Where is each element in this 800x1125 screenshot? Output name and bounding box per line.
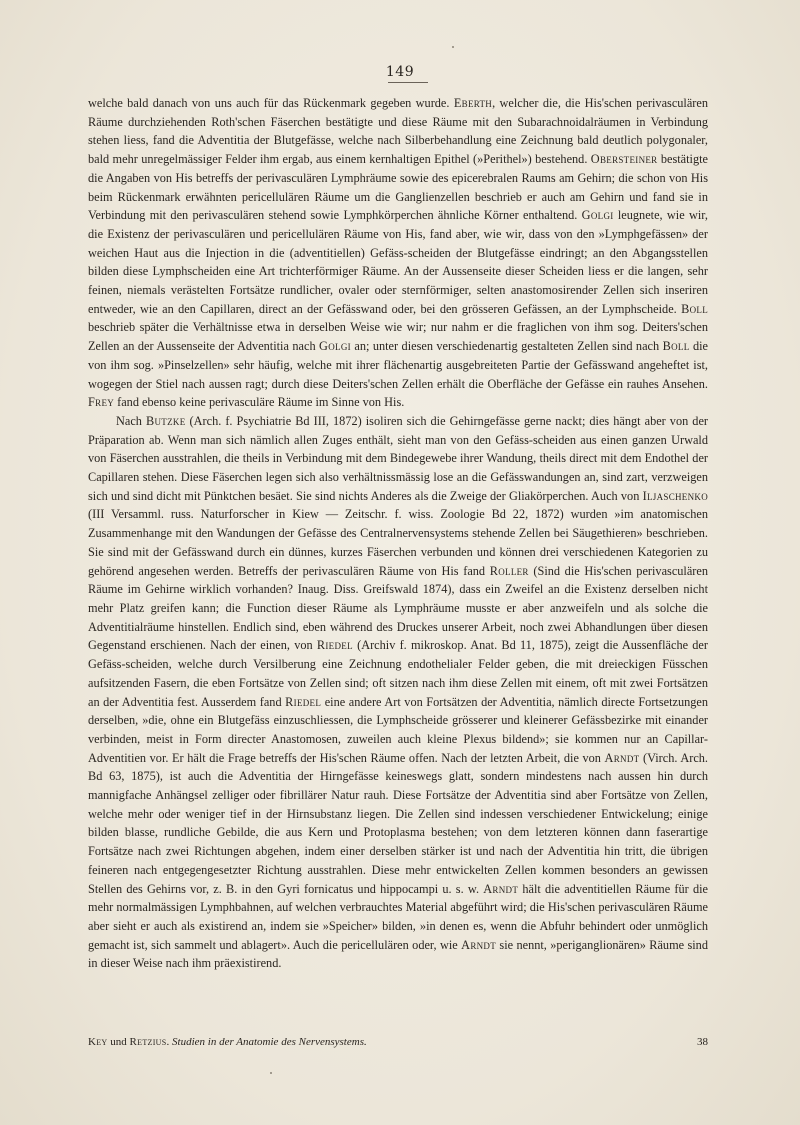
text-run: eine andere Art von Fortsätzen der Adventitia, nämlich directe Fortsetzungen derselben, »die, ohne ein Blutgefäss einzuschliessen, die Lymphscheide grösserer und kleinerer Gefässbezirke mit einander verbinden, meist in Form directer Anastomosen, zuweilen auch kleine Plexus bildend»; sie kommen nur an Capillar-Adventitien vor. Er hält die Frage betreffs der His'schen Räume offen. Nach der letzten Arbeit, die von [88, 694, 708, 765]
author-name: Arndt [461, 937, 497, 952]
page-footer [88, 1036, 708, 1048]
paragraph-1 [88, 94, 708, 412]
author-name: Arndt [604, 750, 640, 765]
paper-speck [452, 46, 454, 48]
text-run: fand ebenso keine perivasculäre Räume im Sinne von His. [114, 395, 405, 410]
text-run: (Virch. Arch. Bd 63, 1875), ist auch die Adventitia der Hirngefässe keineswegs glatt, sondern mindestens nach aussen hin durch mannigfache Anhängsel zelliger oder fibrillärer Natur rauh. Diese Fortsätze der Adventitia sind aber Fortsätze von Zellen, welche mehr oder weniger tief in der Hirnsubstanz liegen. Die Zellen sind indessen verschiedener Entwickelung; einige bilden blasse, rundliche Gebilde, die aus Kern und Protoplasma bestehen; von dem letzteren können dann faserartige Fortsätze nach zwei Richtungen abgehen, indem einer derselben stärker ist und nach der Adventitia hin tritt, die übrigen feineren nach entgegengesetzter Richtung ausstrahlen. Diese mehr entwickelten Zellen kommen besonders an gewissen Stellen des Gehirns vor, z. B. in den Gyri fornicatus und hippocampi u. s. w. [88, 750, 708, 896]
footer-sheet-number: 38 [697, 1036, 708, 1048]
body-text [88, 94, 708, 973]
text-run: (III Versamml. russ. Naturforscher in Kiew — Zeitschr. f. wiss. Zoologie Bd 22, 1872) wurden »im anatomischen Zusammenhange mit den Wandungen der Gefässe des Centralnervensystems stehende Zellen bei Säugethieren» beschrieben. Sie sind mit der Gefässwand durch ein dünnes, kurzes Fäserchen verbunden und können drei verschiedenen Kategorien zu gehörend angesehen werden. Betreffs der perivasculären Räume von His fand [88, 507, 708, 578]
author-name: Boll [681, 301, 708, 316]
author-name: Riedel [316, 638, 353, 653]
text-run: leugnete, wie wir, die Existenz der perivasculären und pericellulären Räume von His, fand aber, wie wir, dass von den »Lymphgefässen» der weichen Haut aus die Injection in die (adventitiellen) Gefäss-scheiden der Blutgefässe eindringt; an den Abgangsstellen bilden diese Lymphscheiden eine Art trichterförmiger Räume. An der Aussenseite dieser Scheiden liess er die langen, sehr feinen, niemals verästelten Fortsätze rundlicher, ovaler oder sternförmiger, selten anastomosirender Zellen sich inseriren entweder, wie an den Capillaren, direct an der Gefässwand oder, bei den grösseren Gefässen, an der Lymphscheide. [88, 208, 708, 316]
text-run: (Sind die His'schen perivasculären Räume im Gehirne wirklich vorhanden? Inaug. Diss. Greifswald 1874), dass ein Zweifel an die Existenz derselben nicht mehr Platz greifen kann; die Function dieser Räume als Lymphräume musste er aber anzweifeln und als solche die Adventitialräume hinstellen. Endlich sind, eben während des Druckes unserer Arbeit, noch zwei Abhandlungen über diesen Gegenstand erschienen. Nach der einen, von [88, 563, 708, 653]
author-name: Golgi [581, 208, 614, 223]
text-run: hält die adventitiellen Räume für die mehr normalmässigen Lymphbahnen, auf welchen verbrauchtes Material abgeführt wird; die His'schen perivasculären Räume aber sieht er auch als existirend an, indem sie »Speicher» bilden, »in denen es, wenn die Abfuhr behindert oder unmöglich gemacht ist, sich sammelt und ablagert». Auch die pericellulären oder, wie [88, 881, 708, 952]
text-run: (Arch. f. Psychiatrie Bd III, 1872) isoliren sich die Gehirngefässe gerne nackt; dies hängt aber von der Präparation ab. Wenn man sich nämlich allen Zuges enthält, sieht man von den Gefäss-scheiden aus einen ganzen Urwald von Fäserchen ausstrahlen, die theils in Verbindung mit dem Bindegewebe ihrer Wandung, theils direct mit dem Endothel der Capillaren stehen. Diese Fäserchen legen sich also verhältnissmässig lose an die Gefässwandungen an, sind zart, verzweigen sich und sind dicht mit Pünktchen besäet. Sie sind nichts Anderes als die Zweige der Gliakörperchen. Auch von [88, 413, 708, 503]
text-run: an; unter diesen verschiedenartig gestalteten Zellen sind nach [350, 339, 663, 354]
page-number: 149 [385, 64, 415, 80]
author-name: Eberth [453, 96, 493, 110]
footer-journal-title: Studien in der Anatomie des Nervensystems. [172, 1036, 367, 1048]
text-run: sie nennt, »periganglionären» Räume sind in dieser Weise nach ihm präexistirend. [88, 937, 708, 971]
text-run: (Archiv f. mikroskop. Anat. Bd 11, 1875), zeigt die Aussenfläche der Gefäss-scheiden, welche durch Versilberung eine Zeichnung endothelialer Felder geben, die mit dreieckigen Füsschen aufsitzenden Fasern, die eben Fortsätze von Zellen sind; oft sitzen nach ihm diese Zellen mit einem, oft mit zwei Fortsätzen an der Adventitia fest. Ausserdem fand [88, 638, 708, 709]
author-name: Arndt [483, 881, 519, 896]
page-number-rule [388, 82, 428, 83]
text-run: , welcher die, die His'schen perivasculären Räume durchziehenden Roth'schen Fäserchen bestätigte und diese Räume mit den Subarachnoidalräumen in Verbindung stehen liess, fand die Adventitia der Blutgefässe, welche nach Silberbehandlung eine Zeichnung bald deutlich polygonaler, bald mehr unregelmässiger Felder ihm ergab, aus einem kernhaltigen Epithel (»Perithel») bestehend. [88, 96, 708, 167]
author-name: Roller [489, 563, 529, 578]
text-run: die von ihm sog. »Pinselzellen» sehr häufig, welche mit ihrer flächenartig ausgebreiteten Partie der Gefässwand angeheftet ist, wogegen der Stiel nach aussen ragt; durch diese Deiters'schen Zellen erhält die Oberfläche der Gefässe ein rauhes Ansehen. [88, 339, 708, 391]
footer-connector: und [107, 1036, 130, 1048]
paper-speck [270, 1072, 272, 1074]
author-name: Iljaschenko [642, 488, 708, 503]
footer-separator: . [166, 1036, 173, 1048]
footer-author-retzius: Retzius [129, 1036, 167, 1048]
author-name: Frey [88, 395, 115, 410]
author-name: Riedel [285, 694, 322, 709]
author-name: Golgi [319, 339, 351, 354]
footer-author-key: Key [88, 1036, 108, 1048]
text-run: beschrieb später die Verhältnisse etwa in derselben Weise wie wir; nur nahm er die fraglichen von ihm sog. Deiters'schen Zellen an der Aussenseite der Adventitia nach [88, 320, 708, 354]
text-run: bestätigte die Angaben von His betreffs der perivasculären Lymphräume sowie des epicerebralen Raums am Gehirn; die schon von His beim Rückenmark erwähnten pericellulären Räume um die Ganglienzellen beschrieb er auch am Gehirn und fand sie in Verbindung mit den perivasculären stehend sowie Lymphkörperchen ähnliche Körner enthaltend. [88, 152, 708, 223]
author-name: Butzke [146, 413, 186, 428]
author-name: Boll [662, 339, 690, 354]
text-run: welche bald danach von uns auch für das Rückenmark gegeben wurde. [88, 96, 454, 110]
paragraph-2 [88, 412, 708, 973]
footer-citation [88, 1036, 367, 1048]
text-run: Nach [116, 413, 146, 428]
author-name: Obersteiner [590, 152, 658, 167]
